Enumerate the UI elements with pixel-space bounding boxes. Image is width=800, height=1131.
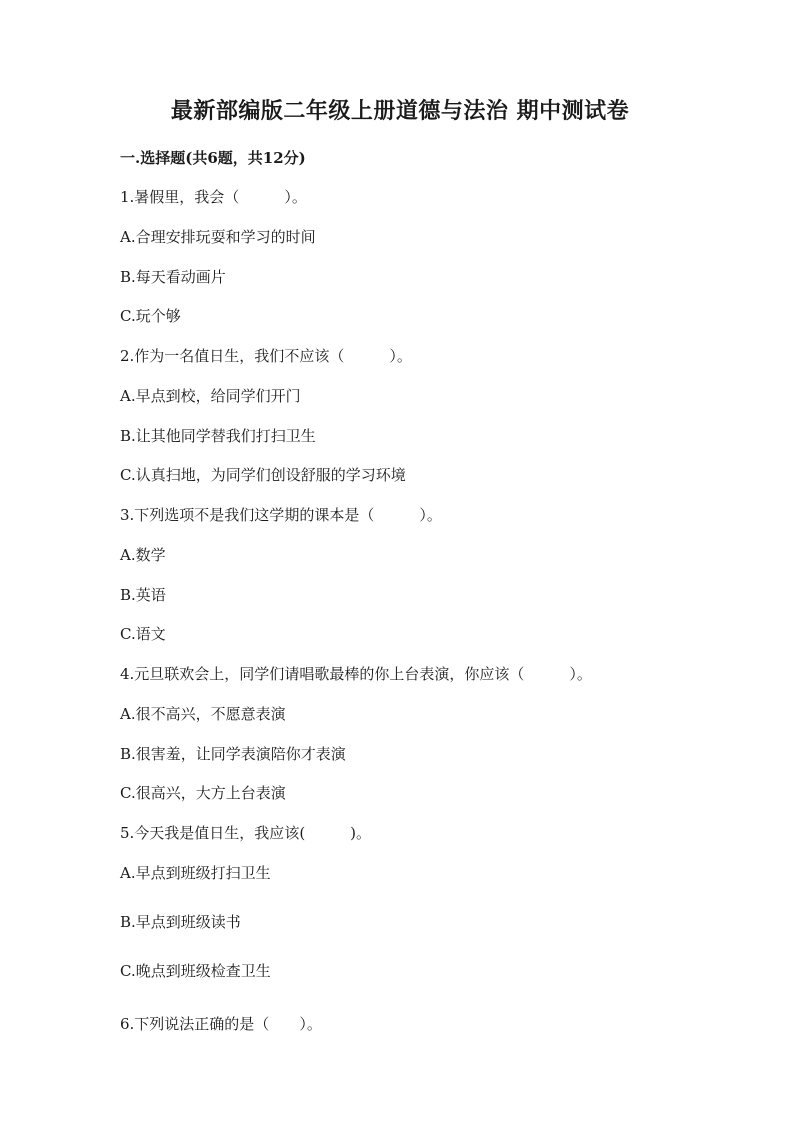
option-3a: A.数学 <box>120 546 166 564</box>
option-1b: B.每天看动画片 <box>120 268 226 286</box>
question-stem-6: 6.下列说法正确的是（ ）。 <box>120 1015 322 1033</box>
option-3c: C.语文 <box>120 625 166 643</box>
question-stem-3: 3.下列选项不是我们这学期的课本是（ ）。 <box>120 506 442 524</box>
option-3b: B.英语 <box>120 586 166 604</box>
option-1c: C.玩个够 <box>120 307 181 325</box>
option-5b: B.早点到班级读书 <box>120 913 241 931</box>
option-4a: A.很不高兴，不愿意表演 <box>120 705 286 723</box>
question-stem-4: 4.元旦联欢会上，同学们请唱歌最棒的你上台表演，你应该（ ）。 <box>120 665 592 683</box>
question-stem-2: 2.作为一名值日生，我们不应该（ ）。 <box>120 347 412 365</box>
option-2c: C.认真扫地，为同学们创设舒服的学习环境 <box>120 466 406 484</box>
option-5c: C.晚点到班级检查卫生 <box>120 962 271 980</box>
page-title: 最新部编版二年级上册道德与法治 期中测试卷 <box>170 98 630 124</box>
section-heading: 一.选择题(共6题，共12分) <box>120 149 306 167</box>
option-4b: B.很害羞，让同学表演陪你才表演 <box>120 745 346 763</box>
option-4c: C.很高兴，大方上台表演 <box>120 784 286 802</box>
option-2a: A.早点到校，给同学们开门 <box>120 387 301 405</box>
option-1a: A.合理安排玩耍和学习的时间 <box>120 228 316 246</box>
option-5a: A.早点到班级打扫卫生 <box>120 864 271 882</box>
question-stem-5: 5.今天我是值日生，我应该( )。 <box>120 824 372 842</box>
question-stem-1: 1.暑假里，我会（ ）。 <box>120 188 307 206</box>
option-2b: B.让其他同学替我们打扫卫生 <box>120 427 316 445</box>
